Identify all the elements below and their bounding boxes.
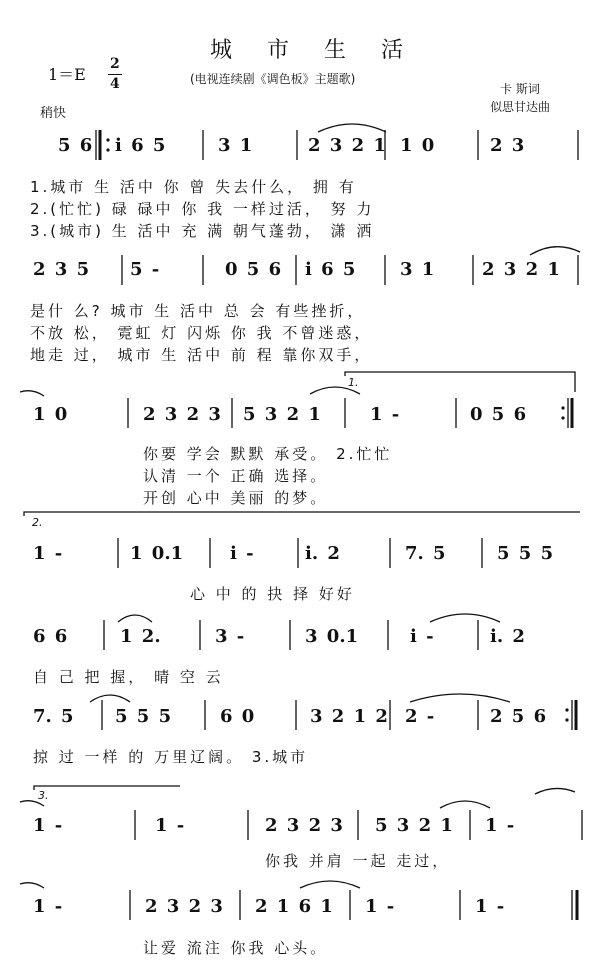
measure: 2 - — [405, 706, 435, 727]
measure: 5 5 5 — [115, 706, 172, 727]
measure: 1 0 — [400, 135, 435, 156]
measure: i. 2 — [305, 543, 340, 564]
measure: 6 6 — [33, 626, 68, 647]
lyric-line-verse-2: 认清 一个 正确 选择。 — [143, 467, 329, 485]
measure: 7. 5 — [405, 543, 446, 564]
volta-label-1: 1. — [348, 376, 359, 389]
measure: 2 3 2 3 — [265, 815, 343, 836]
volta-label-3: 3. — [38, 789, 49, 802]
measure: i 6 5 — [305, 259, 356, 280]
measure: 6 0 — [220, 706, 255, 727]
measure: 2 5 6 — [490, 706, 547, 727]
measure: 5 3 2 1 — [243, 404, 321, 425]
measure: 3 0.1 — [305, 626, 359, 647]
measure: 2 3 2 1 — [308, 135, 386, 156]
measure: 1 0 — [33, 404, 68, 425]
lyric-line-verse-2: 不放 松， 霓虹 灯 闪烁 你 我 不曾迷惑， — [30, 324, 373, 342]
time-signature-top: 2 — [110, 56, 120, 72]
measure: 5 5 5 — [497, 543, 554, 564]
lyric-line-verse-1: 是什 么? 城市 生 活中 总 会 有些挫折， — [30, 302, 366, 320]
key-signature: 1＝E — [48, 65, 86, 84]
measure: i 6 5 — [115, 135, 166, 156]
time-signature-bottom: 4 — [110, 76, 120, 92]
composer-credit: 似思甘达曲 — [490, 100, 551, 114]
lyric-line: 掠 过 一样 的 万里辽阔。 3.城市 — [33, 748, 309, 766]
measure: 1 - — [485, 815, 515, 836]
measure-pickup: 5 6 — [58, 135, 93, 156]
measure: 2 3 2 3 — [143, 404, 221, 425]
lyric-line-verse-1: 1.城市 生 活中 你 曾 失去什么， 拥 有 — [30, 178, 357, 196]
measure: 2 3 2 3 — [145, 896, 223, 917]
measure: 0 5 6 — [470, 404, 527, 425]
lyric-line-verse-3: 开创 心中 美丽 的梦。 — [143, 489, 329, 507]
lyric-line: 让爱 流注 你我 心头。 — [143, 939, 329, 957]
song-subtitle: (电视连续剧《调色板》主题歌) — [190, 72, 356, 86]
lyric-line-verse-3: 3.(城市) 生 活中 充 满 朝气蓬勃， 潇 洒 — [30, 222, 375, 240]
measure: 1 - — [33, 896, 63, 917]
lyricist-credit: 卡 斯词 — [500, 82, 540, 96]
lyric-line: 你我 并肩 一起 走过， — [265, 852, 451, 870]
lyric-line-verse-1: 你要 学会 默默 承受。 2.忙忙 — [143, 445, 393, 463]
song-title: 城 市 生 活 — [210, 38, 417, 63]
measure: 1 2. — [120, 626, 161, 647]
measure: 0 5 6 — [225, 259, 282, 280]
measure: 1 - — [33, 543, 63, 564]
measure: i. 2 — [490, 626, 525, 647]
measure: 1 - — [155, 815, 185, 836]
measure: 2 1 6 1 — [255, 896, 333, 917]
measure: 1 - — [365, 896, 395, 917]
measure: 1 - — [370, 404, 400, 425]
measure: 2 3 2 1 — [482, 259, 560, 280]
measure: i - — [410, 626, 434, 647]
measure: 3 2 1 2 — [310, 706, 388, 727]
tempo-marking: 稍快 — [40, 106, 67, 121]
measure: 1 - — [33, 815, 63, 836]
measure: 1 - — [475, 896, 505, 917]
lyric-line: 自 己 把 握， 晴 空 云 — [33, 668, 224, 686]
measure: 5 - — [130, 259, 160, 280]
measure: i - — [230, 543, 254, 564]
volta-label-2: 2. — [32, 516, 43, 529]
measure: 2 3 — [490, 135, 525, 156]
measure: 3 - — [215, 626, 245, 647]
measure: 3 1 — [218, 135, 253, 156]
lyric-line-verse-3: 地走 过， 城市 生 活中 前 程 靠你双手， — [30, 346, 373, 364]
measure: 7. 5 — [33, 706, 74, 727]
lyric-line: 心 中 的 抉 择 好好 — [190, 585, 355, 603]
measure: 3 1 — [400, 259, 435, 280]
measure: 2 3 5 — [33, 259, 90, 280]
measure: 5 3 2 1 — [375, 815, 453, 836]
measure: 1 0.1 — [130, 543, 184, 564]
lyric-line-verse-2: 2.(忙忙) 碌 碌中 你 我 一样过活， 努 力 — [30, 200, 375, 218]
